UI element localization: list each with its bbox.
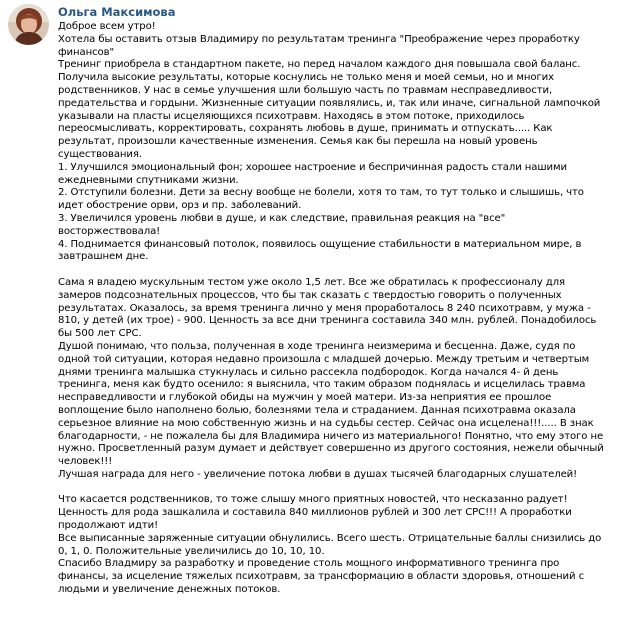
post-paragraph: Душой понимаю, что польза, полученная в ходе тренинга неизмерима и бесценна. Даже, судя по одной той ситуации, которая недавно произошла с младшей дочерью. Между третьим и четвертым днями тренинга малышка стукнулась и сильно рассекла подбородок. Когда начался 4- й день тренинга, меня как будто осенило: я выяснила, что таким образом поднялась и исцелилась травма несправедливости и глубокой обиды на мужчин у моей матери. Из-за неприятия ее прошлое воплощение было наполнено болью, болезнями тела и страданием. Данная психотравма оказала серьезное влияние на мою собственную жизнь и на судьбы сестер. Сейчас она исцелена!!!..... В знак благодарности, - не пожалела бы для Владимира ничего из материального! Понятно, что ему этого не нужно. Просветленный разум думает и действует совершенно из другого состояния, нежели обычный человек!!! — [58, 340, 604, 468]
post-paragraph: 2. Отступили болезни. Дети за весну вообще не болели, хотя то там, то тут только и слышишь, что идет обострение орви, орз и пр. заболеваний. — [58, 187, 584, 212]
post-paragraph: Все выписанные заряженные ситуации обнулились. Всего шесть. Отрицательные баллы снизились до 0, 1, 0. Положительные увеличились до 10, 10, 10. — [58, 532, 602, 557]
post-paragraph: Тренинг приобрела в стандартном пакете, но перед началом каждого дня повышала свой баланс. Получила высокие результаты, которые коснулись не только меня и моей семьи, но и многих родственников. У нас в семье улучшения шли большую часть по травмам несправедливости, предательства и гордыни. Жизненные ситуации появлялись, и, так или иначе, сигнальной лампочкой указывали на пласты исцеляющихся психотравм. Находясь в этом потоке, приходилось переосмысливать, корректировать, сохранять любовь в душе, принимать и отпускать..... Как результат, произошли качественные изменения. Семья как бы перешла на новый уровень существования. — [58, 59, 601, 160]
post-paragraph: 1. Улучшился эмоциональный фон; хорошее настроение и беспричинная радость стали нашими ежедневными спутниками жизни. — [58, 161, 567, 186]
post-paragraph: Спасибо Владмиру за разработку и проведение столь мощного информативного тренинга про финансы, за исцеление тяжелых психотравм, за трансформацию в области здоровья, отношений с людьми и увеличение денежных потоков. — [58, 558, 585, 596]
post-paragraph: Доброе всем утро! — [58, 21, 156, 32]
user-avatar-icon — [8, 4, 49, 45]
post-text — [58, 21, 608, 597]
author-avatar[interactable] — [8, 4, 49, 45]
post-paragraph: Что касается родственников, то тоже слышу много приятных новостей, что несказанно радует! Ценность для рода зашкалила и составила 840 миллионов рублей и 300 лет СРС!!! А проработки продолжают идти! — [58, 494, 572, 532]
author-name[interactable]: Ольга Максимова — [58, 5, 176, 19]
post-paragraph: 3. Увеличился уровень любви в душе, и как следствие, правильная реакция на "все" восторжествовала! — [58, 212, 506, 237]
blank-line — [58, 482, 608, 495]
blank-line — [58, 264, 608, 277]
post-paragraph: Хотела бы оставить отзыв Владимиру по результатам тренинга "Преображение через проработку финансов" — [58, 33, 580, 58]
post-paragraph: 4. Поднимается финансовый потолок, появилось ощущение стабильности в материальном мире, в завтрашнем дне. — [58, 238, 582, 263]
post-paragraph: Сама я владею мускульным тестом уже около 1,5 лет. Все же обратилась к профессионалу для замеров подсознательных процессов, что бы так сказать с твердостью говорить о полученных результатах. Оказалось, за время тренинга лично у меня проработалось 8 240 психотравм, у мужа - 810, у детей (их трое) - 900. Ценность за все дни тренинга составила 340 млн. рублей. Понадобилось бы 500 лет СРС. — [58, 276, 597, 340]
post-paragraph: Лучшая награда для него - увеличение потока любви в душах тысячей благодарных слушателей! — [58, 468, 578, 480]
